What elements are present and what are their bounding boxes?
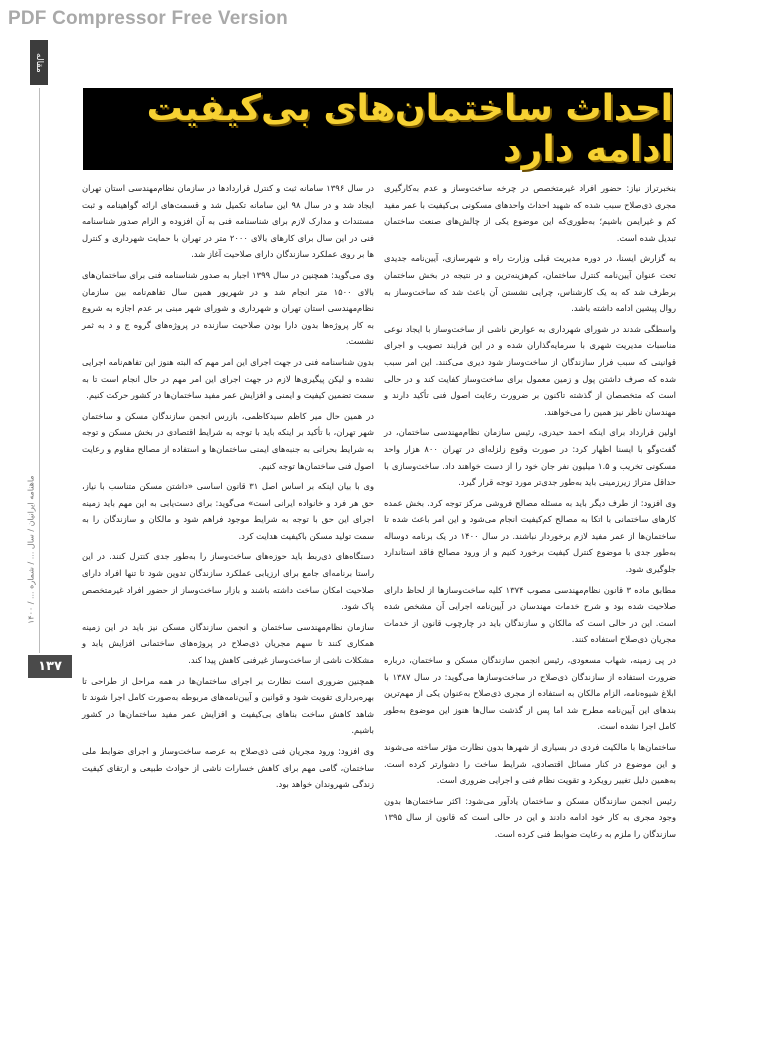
paragraph: در سال ۱۳۹۶ سامانه ثبت و کنترل قراردادها در سازمان نظام‌مهندسی استان تهران ایجاد شد و در سال ۹۸ این سامانه تکمیل شد و قسمت‌های ارائه گواهینامه و ثبت مستندات و مدارک لازم برای شناسنامه فنی به آن افزوده و الزام صدور شناسنامه فنی در این سال برای کارهای بالای ۲۰۰۰ متر در تهران با حمایت شهرداری و کنترل ها بر روی عملکرد سازندگان دارای صلاحیت آغاز شد. bbox=[82, 183, 375, 260]
article-column-right bbox=[384, 180, 676, 847]
section-tab: مقاله bbox=[30, 40, 48, 85]
paragraph: وی افزود: از طرف دیگر باید به مسئله مصالح فروشی مرکز توجه کرد. بخش عمده کارهای ساختمانی با اتکا به مصالح کم‌کیفیت انجام می‌شود و این امر باعث شده تا ساختمان‌ها از عمر مفید لازم برخوردار نباشند. در سال ۱۴۰۰ در یک برنامه دوساله به‌طور جدی با موضوع کنترل کیفیت برخورد کنیم و از ورود مصالح فاقد استاندارد جلوگیری شود. bbox=[384, 497, 676, 575]
paragraph: دستگاه‌های ذی‌ربط باید حوزه‌های ساخت‌وساز را به‌طور جدی کنترل کنند. در این راستا برنامه‌ای جامع برای ارزیابی عملکرد سازندگان تدوین شود تا تنها افراد دارای صلاحیت امکان ساخت داشته باشند و بازار ساخت‌وساز از حضور افراد غیرمتخصص پاک شود. bbox=[82, 551, 374, 612]
paragraph: ساختمان‌ها با مالکیت فردی در بسیاری از شهرها بدون نظارت مؤثر ساخته می‌شوند و این موضوع در کنار مسائل اقتصادی، شرایط ساخت را دشوارتر کرده است. به‌همین دلیل تغییر رویکرد و تقویت نظام فنی و اجرایی ضروری است. bbox=[384, 742, 676, 786]
paragraph: بدون شناسنامه فنی در جهت اجرای این امر مهم که البته هنوز این تفاهم‌نامه اجرایی نشده و لیکن پیگیری‌ها لازم در جهت اجرای این امر مهم در حال انجام است تا به سمت تضمین کیفیت و ایمنی و افزایش عمر مفید ساختمان‌ها در کشور حرکت کنیم. bbox=[82, 356, 374, 401]
issue-caption: ماهنامه ایرانیان / سال ... / شماره ... / ۱۴۰۰ bbox=[26, 475, 36, 625]
article-column-left bbox=[82, 180, 374, 797]
page-number: ۱۳۷ bbox=[28, 655, 72, 678]
paragraph: وی می‌گوید: همچنین در سال ۱۳۹۹ اجبار به صدور شناسنامه فنی برای ساختمان‌های بالای ۱۵۰۰ متر انجام شد و در شهریور همین سال تفاهم‌نامه بین سازمان نظام‌مهندسی استان تهران و شهرداری و شورای شهر مبنی بر عدم اجازه به شروع به کار پروژه‌ها بدون دارا بودن صلاحیت سازنده در پروژه‌های گروه ج و د به ثمر نشست. bbox=[82, 269, 374, 347]
headline-banner bbox=[83, 88, 673, 170]
headline: احداث ساختمان‌های بی‌کیفیت ادامه دارد bbox=[146, 88, 673, 170]
paragraph: در پی زمینه، شهاب مسعودی، رئیس انجمن سازندگان مسکن و ساختمان، درباره ضرورت استفاده از سازندگان ذی‌صلاح در ساخت‌وسازها می‌گوید: در سال ۱۳۸۷ با ابلاغ شیوه‌نامه، الزام مالکان به استفاده از مجری ذی‌صلاح به‌عنوان یکی از مهم‌ترین بندهای این آیین‌نامه مطرح شد اما پس از گذشت سال‌ها هنوز این موضوع به‌طور کامل اجرا نشده است. bbox=[384, 655, 677, 732]
paragraph: بنخبرتراز نیاز: حضور افراد غیرمتخصص در چرخه ساخت‌وساز و عدم به‌کارگیری مجری ذی‌صلاح سبب شده که شهید احداث واحدهای مسکونی بی‌کیفیت با عمر مفید کم و غیرایمن باشیم؛ به‌طوری‌که این موضوع یکی از چالش‌های صنعت ساختمان تبدیل شده است. bbox=[384, 183, 676, 243]
paragraph: سازمان نظام‌مهندسی ساختمان و انجمن سازندگان مسکن نیز باید در این زمینه همکاری کنند تا سهم مجریان ذی‌صلاح در پروژه‌های ساختمانی افزایش یابد و مشکلات ناشی از ساخت‌وساز غیرفنی کاهش پیدا کند. bbox=[82, 621, 374, 666]
paragraph: وی با بیان اینکه بر اساس اصل ۳۱ قانون اساسی «داشتن مسکن متناسب با نیاز، حق هر فرد و خانواده ایرانی است» می‌گوید: برای دست‌یابی به این مهم باید زمینه اجرای این حق با توجه به شرایط موجود فراهم شود و مالکان و سازندگان را به سمت تولید مسکن باکیفیت هدایت کرد. bbox=[82, 481, 374, 541]
paragraph: رئیس انجمن سازندگان مسکن و ساختمان یادآور می‌شود: اکثر ساختمان‌ها بدون وجود مجری به کار خود ادامه دادند و این در حالی است که قانون از سال ۱۳۹۵ سازندگان را ملزم به رعایت ضوابط فنی کرده است. bbox=[384, 795, 676, 839]
paragraph: اولین قرارداد برای اینکه احمد حیدری، رئیس سازمان نظام‌مهندسی ساختمان، در گفت‌وگو با ایسنا اظهار کرد: در صورت وقوع زلزله‌ای در تهران ۸۰۰ هزار واحد مسکونی تخریب و ۱.۵ میلیون نفر جان خود را از دست خواهند داد. ساخت‌وسازی با حداقل متراژ زیرزمینی باید به‌طور جدی‌تر مورد توجه قرار گیرد. bbox=[384, 427, 676, 488]
paragraph: به گزارش ایسنا، در دوره مدیریت قبلی وزارت راه و شهرسازی، آیین‌نامه جدیدی تحت عنوان آیین‌نامه کنترل ساختمان، کم‌هزینه‌ترین و در نتیجه در بخش ساختمان برطرف شد که به یک کارشناس، چرایی نشستن آن باعث شد که ساخت‌وساز به روال پیشین ادامه داشته باشد. bbox=[384, 253, 676, 314]
paragraph: مطابق ماده ۳ قانون نظام‌مهندسی مصوب ۱۳۷۴ کلیه ساخت‌وسازها از لحاظ دارای صلاحیت شده بود و شرح خدمات مهندسان در آیین‌نامه اجرایی آن مشخص شده است. این در حالی است که مالکان و سازندگان باید در چارچوب قانون از خدمات مجریان ذی‌صلاح استفاده کنند. bbox=[384, 584, 677, 645]
paragraph: وی افزود: ورود مجریان فنی ذی‌صلاح به عرصه ساخت‌وساز و اجرای ضوابط ملی ساختمان، گامی مهم برای کاهش خسارات ناشی از حوادث طبیعی و ارتقای کیفیت زندگی شهروندان خواهد بود. bbox=[82, 746, 374, 790]
paragraph: واسطگی شدند در شورای شهرداری به عوارض ناشی از ساخت‌وساز با ایجاد نوعی مناسبات مدیریت شهری با سرمایه‌گذاران شده و در این فرایند تصویب و اجرای قوانینی که سبب فرار سازندگان از ساخت‌وساز شود دیری می‌کنند. این امر سبب شده که صرف داشتن پول و زمین معمول برای ساخت‌وساز کفایت کند و در حالی است که متخصصان از گذشته تاکنون بر ضرورت رعایت اصول فنی تأکید دارند و مهندسان ناظر نیز همین را می‌خواهند. bbox=[384, 323, 676, 417]
paragraph: همچنین ضروری است نظارت بر اجرای ساختمان‌ها در همه مراحل از طراحی تا بهره‌برداری تقویت شود و قوانین و آیین‌نامه‌های مربوطه به‌صورت کامل اجرا شوند تا شاهد کاهش ساخت بناهای بی‌کیفیت و افزایش عمر مفید ساختمان‌ها در کشور باشیم. bbox=[82, 675, 374, 736]
paragraph: در همین حال میر کاظم سیدکاظمی، بازرس انجمن سازندگان مسکن و ساختمان شهر تهران، با تأکید بر اینکه باید با توجه به شرایط اقتصادی در بخش مسکن و توجه به شرایط بحرانی به جنبه‌های ایمنی ساختمان‌ها و استفاده از مصالح مقاوم و رعایت اصول فنی ساختمان‌ها توجه کنیم. bbox=[82, 410, 374, 471]
watermark: PDF Compressor Free Version bbox=[8, 8, 288, 29]
